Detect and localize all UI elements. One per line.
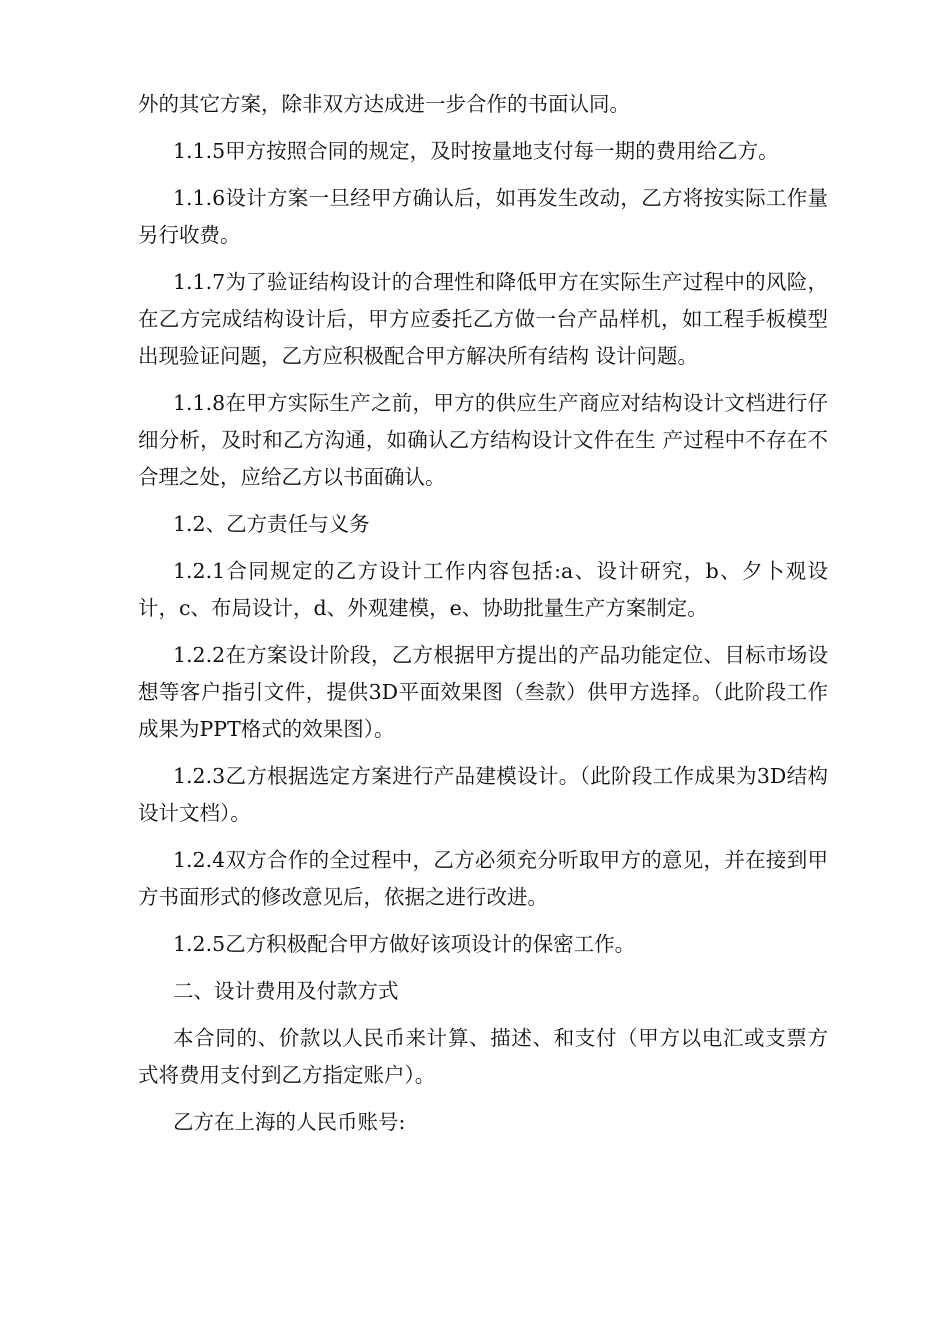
clause-1-2-1: 1.2.1合同规定的乙方设计工作内容包括:a、设计研究，b、夕卜观设计，c、布局设计，d、外观建模，e、协助批量生产方案制定。 <box>138 559 828 620</box>
clause-1-1-5: 1.1.5甲方按照合同的规定，及时按量地支付每一期的费用给乙方。 <box>173 139 779 163</box>
payment-paragraph: 本合同的、价款以人民币来计算、描述、和支付（甲方以电汇或支票方式将费用支付到乙方指定账户）。 <box>138 1026 828 1087</box>
clause-1-2-4: 1.2.4双方合作的全过程中，乙方必须充分听取甲方的意见，并在接到甲方书面形式的修改意见后，依据之进行改进。 <box>138 848 828 909</box>
paragraph-continuation: 外的其它方案，除非双方达成进一步合作的书面认同。 <box>138 92 630 116</box>
clause-1-2-5: 1.2.5乙方积极配合甲方做好该项设计的保密工作。 <box>173 932 636 956</box>
clause-1-2-2: 1.2.2在方案设计阶段，乙方根据甲方提出的产品功能定位、目标市场设想等客户指引文件，提供3D平面效果图（叁款）供甲方选择。（此阶段工作成果为PPT格式的效果图）。 <box>138 643 828 741</box>
section-heading-2: 二、设计费用及付款方式 <box>173 979 399 1003</box>
section-heading-1-2: 1.2、乙方责任与义务 <box>173 512 370 536</box>
clause-1-2-3: 1.2.3乙方根据选定方案进行产品建模设计。（此阶段工作成果为3D结构设计文档）。 <box>138 764 828 825</box>
account-label: 乙方在上海的人民币账号: <box>173 1110 406 1134</box>
document-body <box>138 86 828 1151</box>
clause-1-1-8: 1.1.8在甲方实际生产之前，甲方的供应生产商应对结构设计文档进行仔细分析，及时和乙方沟通，如确认乙方结构设计文件在生 产过程中不存在不合理之处，应给乙方以书面确认。 <box>138 391 828 489</box>
clause-1-1-7: 1.1.7为了验证结构设计的合理性和降低甲方在实际生产过程中的风险，在乙方完成结构设计后，甲方应委托乙方做一台产品样机，如工程手板模型出现验证问题，乙方应积极配合甲方解决所有结构 设计问题。 <box>138 270 828 368</box>
clause-1-1-6: 1.1.6设计方案一旦经甲方确认后，如再发生改动，乙方将按实际工作量另行收费。 <box>138 186 828 247</box>
